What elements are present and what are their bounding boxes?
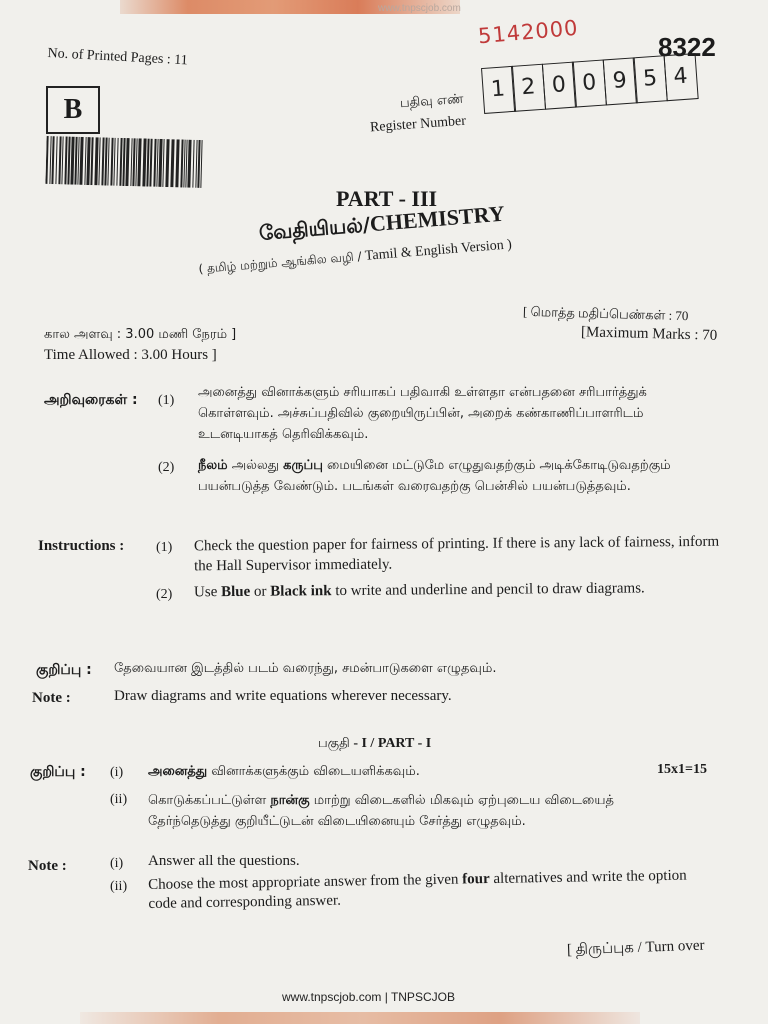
part-one-note-tamil-1-text: வினாக்களுக்கும் விடையளிக்கவும். <box>207 764 420 779</box>
part-one-note-tamil-2-text: மாற்று விடைகளில் மிகவும் ஏற்புடைய விடையைத் தேர்ந்தெடுத்து குறியீட்டுடன் விடையினையும் சேர்த்து எழுதவும். <box>148 793 614 829</box>
part-one-note-english-label: Note : <box>28 858 67 874</box>
barcode-bar <box>86 137 90 185</box>
time-allowed-english: Time Allowed : 3.00 Hours ] <box>44 347 217 363</box>
instruction-number: (1) <box>156 540 173 555</box>
note-number: (ii) <box>110 879 128 894</box>
version-tamil: ( தமிழ் மற்றும் ஆங்கில வழி / <box>198 249 362 276</box>
handwritten-code: 5142000 <box>477 15 580 49</box>
barcode-bar <box>94 137 98 185</box>
instruction-number: (2) <box>158 460 175 475</box>
part-one-note-tamil-1 <box>148 764 420 780</box>
barcode-bar <box>165 139 169 187</box>
barcode-bar <box>61 136 63 184</box>
barcode-bar <box>113 138 115 186</box>
part-one-note-tamil-label: குறிப்பு : <box>30 764 86 780</box>
barcode-bar <box>125 138 129 186</box>
subject-english: CHEMISTRY <box>368 200 506 237</box>
instruction-number: (2) <box>156 587 173 602</box>
barcode-bar <box>90 137 93 185</box>
part-one-heading-tamil: பகுதி <box>318 736 350 751</box>
part-one-note-english-2 <box>148 866 699 914</box>
note-number: (i) <box>110 765 124 780</box>
part-title: PART - III <box>336 186 438 211</box>
note-number: (ii) <box>110 792 128 807</box>
max-marks-tamil: [ மொத்த மதிப்பெண்கள் : 70 <box>522 303 689 324</box>
note-english-text: Draw diagrams and write equations wherever necessary. <box>114 688 452 704</box>
choose-prefix: Choose the most appropriate answer from the given <box>148 871 463 893</box>
barcode-bar <box>135 138 137 186</box>
barcode-bar <box>74 137 77 185</box>
barcode-bar <box>195 140 197 188</box>
four-ta: நான்கு <box>270 793 310 808</box>
turn-over-label: [ திருப்புக / Turn over <box>566 937 705 959</box>
barcode-bar <box>142 138 146 186</box>
barcode-bar <box>98 137 100 185</box>
barcode-bar <box>122 138 125 186</box>
given-ta: கொடுக்கப்பட்டுள்ள <box>148 793 271 808</box>
black-ink-en: Black ink <box>270 583 332 600</box>
barcode-bar <box>170 139 174 187</box>
barcode-bar <box>158 139 162 187</box>
four-en: four <box>462 871 490 888</box>
barcode-bar <box>64 136 67 184</box>
register-digit: 0 <box>541 62 576 110</box>
barcode-bar <box>183 140 185 188</box>
barcode-bar <box>55 136 57 184</box>
barcode-bar <box>180 139 183 187</box>
max-marks-english: [Maximum Marks : 70 <box>580 324 718 344</box>
version-line <box>198 237 512 278</box>
register-digit: 4 <box>663 53 698 101</box>
version-english: Tamil & English Version ) <box>364 237 513 264</box>
barcode-bar <box>175 139 179 187</box>
scan-edge-bottom <box>80 1012 640 1024</box>
instruction-english-1: Check the question paper for fairness of printing. If there is any lack of fairness, inform the Hall Supervisor immediately. <box>193 533 720 575</box>
barcode-bar <box>116 138 118 186</box>
barcode-bar <box>51 136 54 184</box>
or-ta: அல்லது <box>227 458 284 473</box>
barcode-bar <box>70 137 74 185</box>
barcode-bar <box>185 140 187 188</box>
note-tamil-label: குறிப்பு : <box>36 662 92 678</box>
barcode-bar <box>58 136 61 184</box>
barcode-bar <box>104 137 107 185</box>
instruction-tamil-2-text: மையினை மட்டுமே எழுதுவதற்கும் அடிக்கோடிடுவதற்கும் பயன்படுத்த வேண்டும். படங்கள் வரைவதற்கு பென்சில் பயன்படுத்தவும். <box>198 458 671 494</box>
register-digit: 2 <box>511 64 546 112</box>
barcode-bar <box>132 138 135 186</box>
barcode-bar <box>197 140 200 188</box>
barcode-bar <box>67 137 70 185</box>
instruction-tamil-1: அனைத்து வினாக்களும் சரியாகப் பதிவாகி உள்ளதா என்பதனை சரிபார்த்துக் கொள்ளவும். அச்சுப்பதிவில் குறையிருப்பின், அறைக் கண்காணிப்பாளரிடம் உடனடியாகத் தெரிவிக்கவும். <box>198 385 647 442</box>
barcode-bar <box>77 137 79 185</box>
register-digit: 0 <box>572 59 607 107</box>
footer-site: www.tnpscjob.com | TNPSCJOB <box>282 990 455 1004</box>
part-one-note-tamil-2 <box>148 790 698 832</box>
register-digit: 9 <box>602 57 637 105</box>
register-number-boxes <box>482 53 698 114</box>
barcode-bar <box>101 137 104 185</box>
barcode-icon <box>45 136 204 188</box>
barcode-bar <box>187 140 191 188</box>
time-allowed-tamil: கால அளவு : 3.00 மணி நேரம் ] <box>44 327 237 342</box>
question-code: 8322 <box>658 32 716 62</box>
instruction-number: (1) <box>158 393 175 408</box>
barcode-bar <box>84 137 86 185</box>
printed-pages: No. of Printed Pages : 11 <box>47 46 189 69</box>
top-watermark: www.tnpscjob.com <box>378 3 461 14</box>
register-digit: 5 <box>633 55 668 103</box>
note-tamil-text: தேவையான இடத்தில் படம் வரைந்து, சமன்பாடுகளை எழுதவும். <box>114 661 497 676</box>
barcode-bar <box>162 139 164 187</box>
all-ta: அனைத்து <box>148 764 208 779</box>
barcode-bar <box>149 139 152 187</box>
barcode-bar <box>153 139 156 187</box>
instruction-tamil-2 <box>198 455 726 497</box>
subject-tamil: வேதியியல்/ <box>258 212 371 245</box>
barcode-bar <box>156 139 158 187</box>
barcode-bar <box>192 140 194 188</box>
blue-en: Blue <box>221 583 251 601</box>
part-one-note-english-1: Answer all the questions. <box>148 853 300 869</box>
blue-ta: நீலம் <box>198 458 228 473</box>
instruction-english-2-text: to write and underline and pencil to draw diagrams. <box>331 580 645 600</box>
part-one-heading <box>318 736 431 752</box>
barcode-bar <box>137 138 141 186</box>
black-ta: கருப்பு <box>283 458 323 473</box>
part-one-note-english-2-text: alternatives and write the option code and corresponding answer. <box>148 867 687 912</box>
barcode-bar <box>49 136 51 184</box>
barcode-bar <box>130 138 132 186</box>
part-one-heading-english: - I / PART - I <box>349 736 432 751</box>
set-letter-box: B <box>46 86 100 134</box>
barcode-bar <box>45 136 48 184</box>
or-en: or <box>250 583 271 600</box>
register-digit: 1 <box>481 66 516 114</box>
barcode-bar <box>200 140 202 188</box>
part-one-marks: 15x1=15 <box>657 762 707 777</box>
instruction-english-2 <box>194 578 728 603</box>
instructions-english-label: Instructions : <box>38 538 125 554</box>
instructions-tamil-label: அறிவுரைகள் : <box>44 392 138 408</box>
barcode-bar <box>107 138 109 186</box>
note-number: (i) <box>110 856 124 871</box>
register-label-tamil: பதிவு எண் <box>399 91 465 112</box>
use-prefix: Use <box>193 584 222 601</box>
note-english-label: Note : <box>32 690 71 706</box>
register-label-english: Register Number <box>369 113 467 136</box>
barcode-bar <box>79 137 83 185</box>
barcode-bar <box>110 138 113 186</box>
barcode-bar <box>119 138 122 186</box>
barcode-bar <box>146 139 149 187</box>
